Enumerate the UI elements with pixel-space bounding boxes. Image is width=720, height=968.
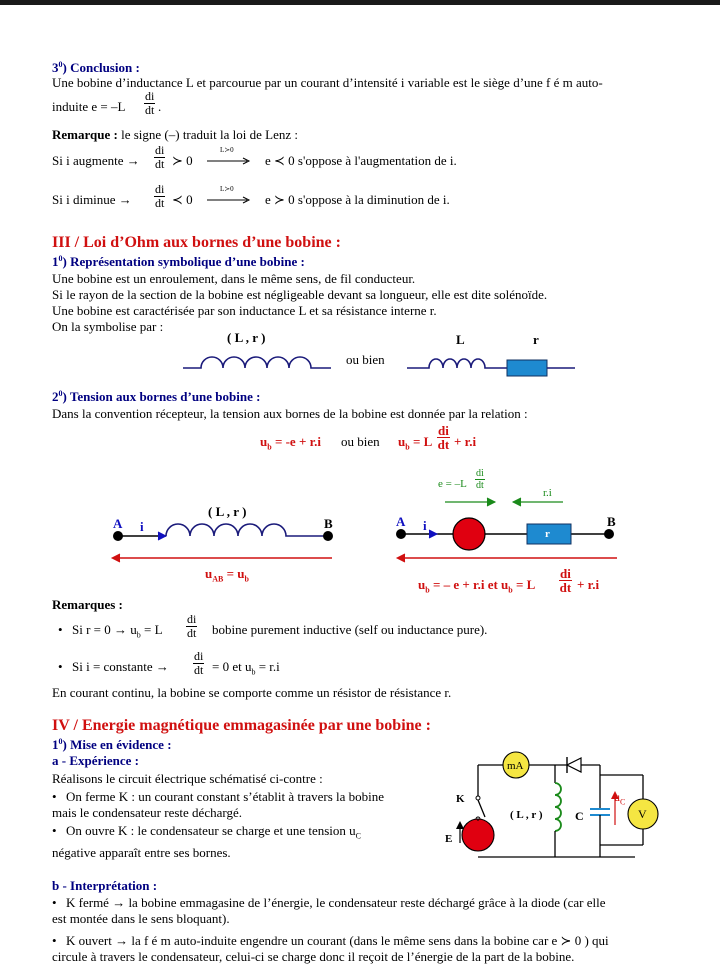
paragraph: Réalisons le circuit électrique schématisé ci-contre :: [52, 771, 323, 786]
bullet-open-K: • On ouvre K : le condensateur se charge et une tension $u_C$: [66, 823, 361, 844]
section-iii-title: III / Loi d’Ohm aux bornes d’une bobine :: [52, 234, 341, 251]
paragraph: négative apparaît entre ses bornes.: [52, 845, 231, 860]
paragraph: Une bobine est caractérisée par son inductance L et sa résistance interne r.: [52, 303, 437, 318]
bullet-close-K: • On ferme K : un courant constant s’établit à travers la bobine: [66, 789, 384, 804]
coil-symbol: [183, 344, 333, 372]
paragraph: Si le rayon de la section de la bobine est négligeable devant sa longueur, elle est dite solénoïde.: [52, 287, 548, 302]
sub2-title: $2^0$) Tension aux bornes d’une bobine :: [52, 389, 261, 404]
top-bar: [0, 0, 720, 5]
fraction-di-dt: $\frac{di}{dt}$: [559, 566, 572, 595]
conclusion-line2: induite e = –L: [52, 99, 126, 114]
sub1-title: $1^0$) Représentation symbolique d’une bobine :: [52, 254, 305, 269]
relation-2-tail: + r.i: [454, 434, 477, 449]
case2-result: e ≻ 0 s'oppose à la diminution de i.: [265, 192, 450, 207]
fraction-di-dt: $\frac{di}{dt}$: [437, 423, 450, 452]
e-label: e = –L: [438, 478, 467, 490]
coil-resistor-symbol: [407, 348, 577, 378]
remark-2-text: = 0 et $u_b = r.i$: [212, 659, 280, 677]
experience-title: a - Expérience :: [52, 753, 140, 768]
ammeter-label: mA: [507, 760, 524, 772]
uc-label: $u_C$: [614, 790, 626, 807]
coil-symbol-label: ( L , r ): [227, 330, 266, 345]
remark-1: • Si $r = 0 \to u_b = L$: [72, 622, 163, 643]
case2-label: Si i diminue →: [52, 192, 132, 207]
right-equation: $u_b$ = – e + r.i et $u_b = L$: [418, 577, 536, 595]
case2-cond: L≻0: [220, 185, 234, 193]
remark-2: • Si i = constante →: [72, 659, 169, 674]
current-i: i: [423, 518, 427, 533]
relation-1: $u_b = -e + r.i$: [260, 434, 322, 452]
coil-L-label: L: [456, 332, 465, 347]
case1-label: Si i augmente →: [52, 153, 140, 168]
fraction-di-dt: $\frac{di}{dt}$: [155, 182, 165, 210]
case1-result: e ≺ 0 s'oppose à l'augmentation de i.: [265, 153, 457, 168]
fraction-di-dt: $\frac{di}{dt}$: [155, 143, 165, 171]
case1-arrow: [207, 157, 252, 165]
ou-bien: ou bien: [341, 434, 380, 449]
figure-right-circuit: [395, 490, 625, 570]
current-i: i: [140, 519, 144, 534]
case2-arrow: [207, 196, 252, 204]
coil-label: ( L , r ): [208, 504, 247, 519]
case1-cond: L≻0: [220, 146, 234, 154]
capacitor-C-label: C: [575, 809, 584, 823]
fraction-di-dt: $\frac{di}{dt}$: [187, 612, 197, 640]
uab-label: $u_{AB} = u_b$: [205, 566, 249, 584]
voltmeter-label: V: [638, 807, 647, 821]
ri-label: r.i: [543, 487, 552, 499]
ou-bien: ou bien: [346, 352, 385, 367]
section-iv-title: IV / Energie magnétique emmagasinée par une bobine :: [52, 717, 431, 734]
remarque-line: Remarque : le signe (–) traduit la loi de Lenz :: [52, 127, 298, 142]
paragraph: mais le condensateur reste déchargé.: [52, 805, 242, 820]
case1-sign: ≻ 0: [172, 153, 193, 168]
rlc-circuit-diagram: [445, 745, 665, 865]
paragraph: Une bobine est un enroulement, dans le même sens, de fil conducteur.: [52, 271, 416, 286]
fraction-di-dt: $\frac{di}{dt}$: [145, 89, 155, 117]
conclusion-line1: Une bobine d’inductance L et parcourue par un courant d’intensité i variable est le siège d’une f é m auto-: [52, 75, 603, 90]
resistor-r-label: r: [545, 528, 550, 540]
remark-conclusion: En courant continu, la bobine se comporte comme un résistor de résistance r.: [52, 685, 452, 700]
paragraph: est montée dans le sens bloquant).: [52, 911, 230, 926]
node-B: B: [324, 516, 333, 531]
relation-2: $u_b = L$: [398, 434, 433, 452]
node-A: A: [113, 516, 123, 531]
fraction-di-dt: $\frac{di}{dt}$: [194, 649, 204, 677]
fraction-di-dt: $\frac{di}{dt}$: [476, 468, 484, 491]
generator-E-label: E: [445, 833, 453, 845]
node-B: B: [607, 514, 616, 529]
paragraph: circule à travers le condensateur, celui-ci se charge donc il reçoit de l’énergie de la part de la bobine.: [52, 949, 575, 964]
conclusion-title: $3^0$) Conclusion :: [52, 60, 140, 75]
remark-1-text: bobine purement inductive (self ou inductance pure).: [212, 622, 488, 637]
paragraph: On la symbolise par :: [52, 319, 164, 334]
bullet-K-open: • K ouvert → la f é m auto-induite engendre un courant (dans le même sens dans la bobine car e ≻ 0 ) qui: [66, 933, 609, 948]
remarques-title: Remarques :: [52, 597, 123, 612]
switch-K-label: K: [456, 793, 465, 805]
sub1-iv-title: $1^0$) Mise en évidence :: [52, 737, 172, 752]
bullet-K-closed: • K fermé → la bobine emmagasine de l’énergie, le condensateur reste déchargé grâce à la diode (car elle: [66, 895, 605, 910]
coil-label: ( L , r ): [510, 809, 543, 821]
period: .: [158, 99, 162, 114]
node-A: A: [396, 514, 406, 529]
right-equation-tail: + r.i: [577, 577, 600, 592]
paragraph: Dans la convention récepteur, la tension aux bornes de la bobine est donnée par la relation :: [52, 406, 528, 421]
interpretation-title: b - Interprétation :: [52, 878, 158, 893]
case2-sign: ≺ 0: [172, 192, 193, 207]
coil-r-label: r: [533, 332, 539, 347]
